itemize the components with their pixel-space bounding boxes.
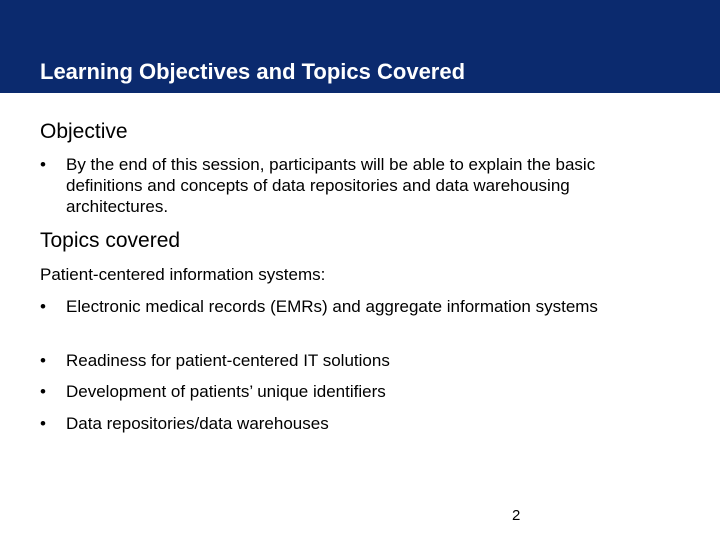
- topic-text: Data repositories/data warehouses: [66, 414, 329, 433]
- bullet-marker: •: [40, 155, 46, 174]
- objective-text: By the end of this session, participants will be able to explain the basic definitions and concepts of data repositories and data warehousing architectures.: [66, 155, 596, 216]
- topic-bullet-3: [40, 381, 660, 402]
- objective-heading: Objective: [40, 120, 128, 143]
- bullet-marker: •: [40, 297, 46, 316]
- topic-bullet-1: [40, 296, 640, 317]
- bullet-marker: •: [40, 414, 46, 433]
- topics-heading: Topics covered: [40, 229, 181, 252]
- topics-intro: Patient-centered information systems:: [40, 265, 326, 284]
- topic-text: Electronic medical records (EMRs) and aggregate information systems: [66, 297, 598, 316]
- topic-text: Readiness for patient-centered IT solutions: [66, 351, 390, 370]
- bullet-marker: •: [40, 382, 46, 401]
- slide-title: Learning Objectives and Topics Covered: [40, 59, 466, 84]
- topic-bullet-2: [40, 350, 660, 371]
- topic-text: Development of patients’ unique identifiers: [66, 382, 386, 401]
- topic-bullet-4: [40, 413, 660, 434]
- title-banner: [0, 0, 720, 93]
- page-number: 2: [512, 507, 521, 524]
- bullet-marker: •: [40, 351, 46, 370]
- objective-bullet: [40, 154, 660, 217]
